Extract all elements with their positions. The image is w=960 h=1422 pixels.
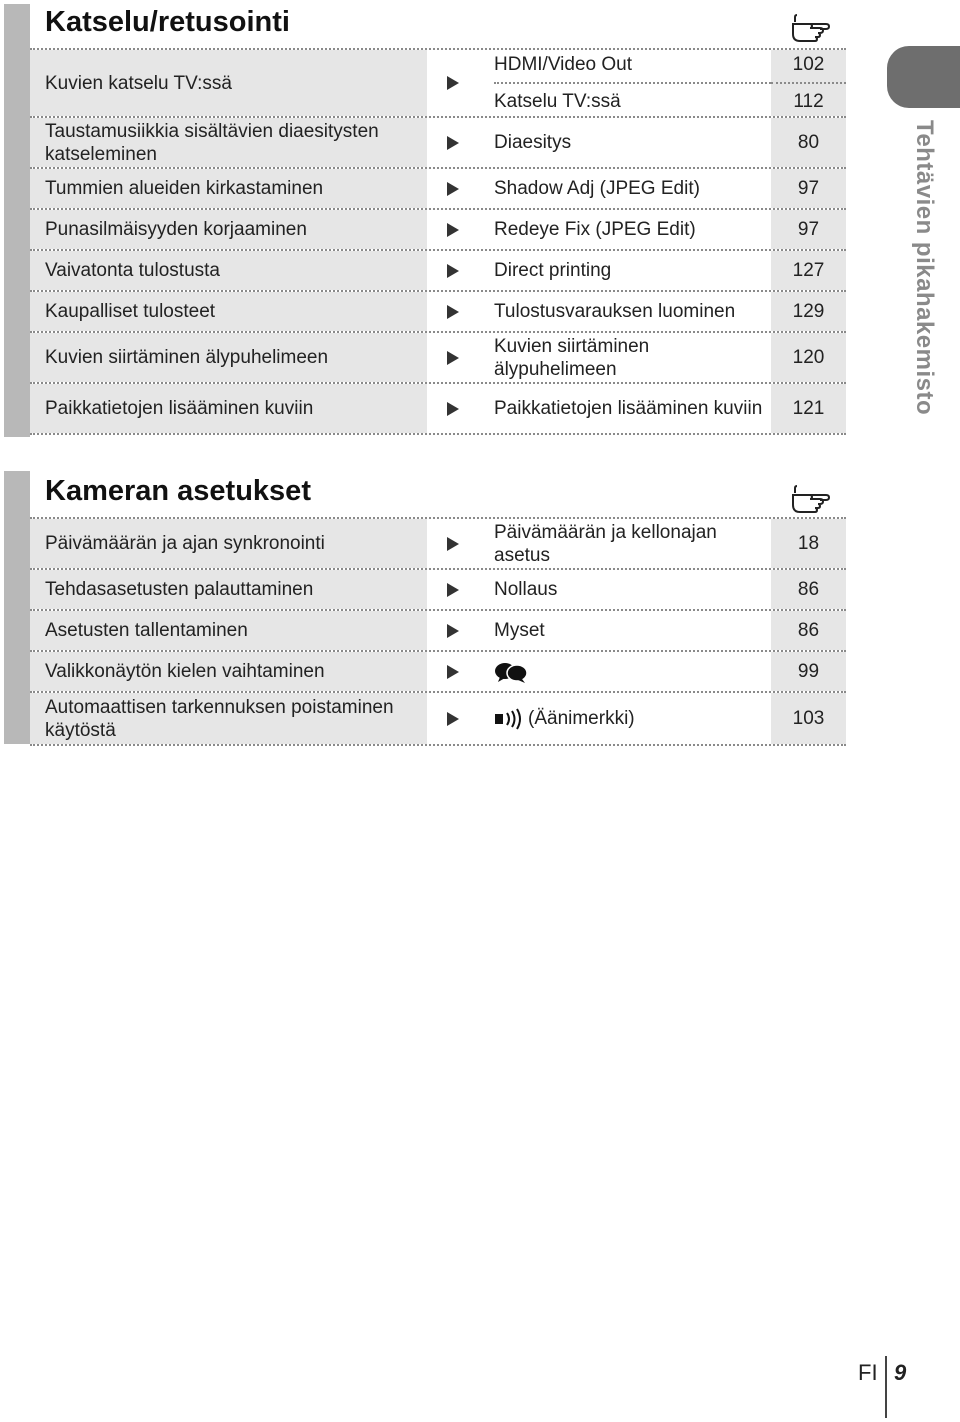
table-row bbox=[30, 384, 846, 435]
triangle-right-icon bbox=[427, 570, 479, 609]
hand-pointer-icon bbox=[790, 483, 830, 513]
table-row bbox=[30, 570, 846, 611]
feature-label bbox=[479, 693, 771, 744]
page-line: 102 bbox=[771, 54, 846, 84]
task-label: Punasilmäisyyden korjaaminen bbox=[30, 210, 427, 249]
feature-line: HDMI/Video Out bbox=[494, 53, 771, 84]
feature-label: Shadow Adj (JPEG Edit) bbox=[494, 178, 700, 199]
feature-label: Tulostusvarauksen luominen bbox=[494, 301, 736, 322]
task-label: Paikkatietojen lisääminen kuviin bbox=[30, 384, 427, 433]
page-number: 99 bbox=[771, 652, 846, 691]
task-list bbox=[30, 50, 846, 435]
side-tab-marker bbox=[887, 46, 960, 108]
task-label: Automaattisen tarkennuksen poistaminen käytöstä bbox=[30, 693, 427, 744]
page-number bbox=[771, 50, 846, 116]
page-number: 97 bbox=[771, 210, 846, 249]
footer-divider bbox=[885, 1356, 887, 1418]
table-row bbox=[30, 292, 846, 333]
section-side-bar bbox=[4, 4, 30, 437]
language-speech-icon bbox=[494, 661, 528, 683]
task-label: Kaupalliset tulosteet bbox=[30, 292, 427, 331]
feature-text: (Äänimerkki) bbox=[528, 708, 635, 729]
triangle-right-icon bbox=[427, 384, 479, 433]
side-tab-text: Tehtävien pikahakemisto bbox=[911, 120, 938, 416]
task-label: Kuvien katselu TV:ssä bbox=[30, 50, 427, 116]
page-number: 86 bbox=[771, 611, 846, 650]
feature-label bbox=[479, 50, 771, 116]
feature-label: Päivämäärän ja kellonajan asetus bbox=[494, 521, 717, 566]
section-header bbox=[30, 0, 846, 50]
feature-label: Redeye Fix (JPEG Edit) bbox=[494, 219, 696, 240]
table-row bbox=[30, 118, 846, 169]
section-side-bar bbox=[4, 471, 30, 744]
table-row bbox=[30, 50, 846, 118]
task-label: Valikkonäytön kielen vaihtaminen bbox=[30, 652, 427, 691]
page-number: 120 bbox=[771, 333, 846, 382]
task-label: Asetusten tallentaminen bbox=[30, 611, 427, 650]
task-list bbox=[30, 519, 846, 746]
triangle-right-icon bbox=[427, 118, 479, 167]
page-number: 86 bbox=[771, 570, 846, 609]
triangle-right-icon bbox=[427, 251, 479, 290]
table-row bbox=[30, 611, 846, 652]
task-label: Tummien alueiden kirkastaminen bbox=[30, 169, 427, 208]
page-number: 18 bbox=[771, 519, 846, 568]
page-number: 121 bbox=[771, 384, 846, 433]
task-label: Vaivatonta tulostusta bbox=[30, 251, 427, 290]
table-row bbox=[30, 251, 846, 292]
triangle-right-icon bbox=[427, 693, 479, 744]
feature-label: Myset bbox=[494, 620, 545, 641]
feature-line: Katselu TV:ssä bbox=[494, 91, 621, 112]
page-number-footer: 9 bbox=[894, 1360, 907, 1385]
page-line: 112 bbox=[793, 90, 824, 112]
table-row bbox=[30, 333, 846, 384]
triangle-right-icon bbox=[427, 333, 479, 382]
page-number: 129 bbox=[771, 292, 846, 331]
page-number: 127 bbox=[771, 251, 846, 290]
feature-label: Direct printing bbox=[494, 260, 612, 281]
triangle-right-icon bbox=[427, 169, 479, 208]
section-camera-settings bbox=[4, 471, 846, 747]
task-label: Päivämäärän ja ajan synkronointi bbox=[30, 519, 427, 568]
task-label: Kuvien siirtäminen älypuhelimeen bbox=[30, 333, 427, 382]
triangle-right-icon bbox=[427, 611, 479, 650]
language-code: FI bbox=[858, 1360, 878, 1385]
triangle-right-icon bbox=[427, 292, 479, 331]
triangle-right-icon bbox=[427, 210, 479, 249]
triangle-right-icon bbox=[427, 519, 479, 568]
section-title: Katselu/retusointi bbox=[45, 6, 290, 38]
page-number: 97 bbox=[771, 169, 846, 208]
feature-label: Diaesitys bbox=[494, 132, 572, 153]
beep-icon bbox=[494, 708, 524, 730]
page-number: 80 bbox=[771, 118, 846, 167]
feature-label: Kuvien siirtäminen älypuhelimeen bbox=[494, 335, 650, 380]
feature-label bbox=[479, 652, 771, 691]
task-label: Taustamusiikkia sisältävien diaesitysten katseleminen bbox=[30, 118, 427, 167]
side-tab-label bbox=[910, 120, 940, 440]
table-row bbox=[30, 693, 846, 746]
task-label: Tehdasasetusten palauttaminen bbox=[30, 570, 427, 609]
page-number: 103 bbox=[771, 693, 846, 744]
triangle-right-icon bbox=[427, 652, 479, 691]
table-row bbox=[30, 519, 846, 570]
hand-pointer-icon bbox=[790, 12, 830, 42]
section-viewing-retouching bbox=[4, 0, 846, 440]
section-title: Kameran asetukset bbox=[45, 475, 311, 507]
section-header bbox=[30, 471, 846, 519]
feature-label: Paikkatietojen lisääminen kuviin bbox=[494, 398, 763, 419]
table-row bbox=[30, 169, 846, 210]
table-row bbox=[30, 210, 846, 251]
feature-label: Nollaus bbox=[494, 579, 558, 600]
table-row bbox=[30, 652, 846, 693]
triangle-right-icon bbox=[427, 50, 479, 116]
